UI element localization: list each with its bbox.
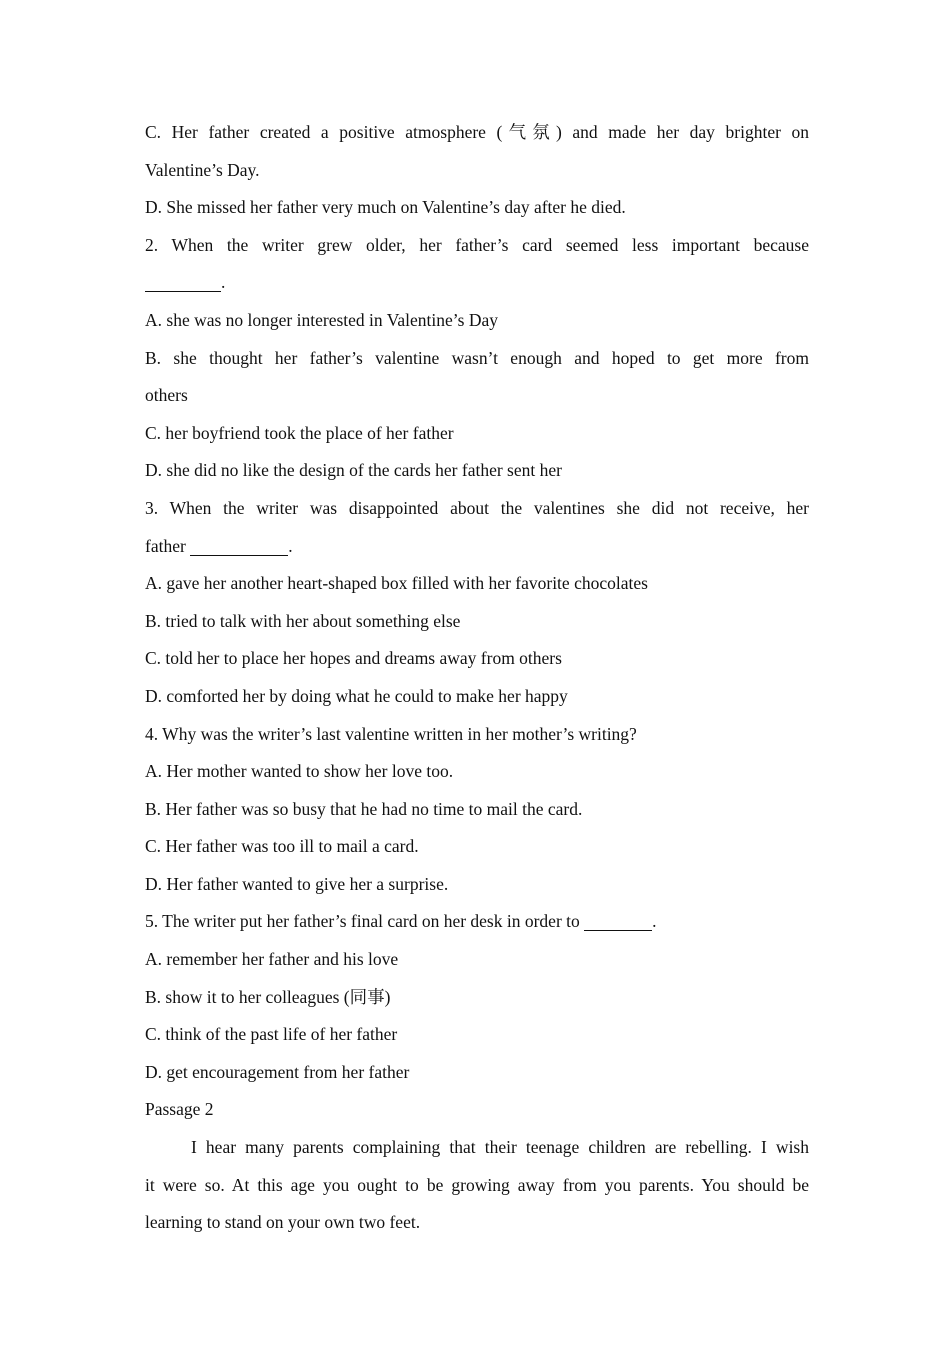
q2-stem-line2	[145, 264, 809, 302]
q4-option-b: B. Her father was so busy that he had no time to mail the card.	[145, 798, 583, 819]
q5-option-a: A. remember her father and his love	[145, 949, 399, 970]
q5-stem-end: .	[652, 911, 657, 932]
q4-stem: 4. Why was the writer’s last valentine written in her mother’s writing?	[145, 723, 637, 744]
q2-answer-blank	[145, 272, 221, 292]
passage-paragraph-line2: it were so. At this age you ought to be growing away from you parents. You should be	[145, 1174, 809, 1195]
q3-stem-end: .	[288, 535, 293, 556]
q1-option-d: D. She missed her father very much on Valentine’s day after he died.	[145, 197, 626, 218]
q5-answer-blank	[584, 911, 652, 931]
q2-stem-end: .	[221, 272, 226, 293]
q2-option-d: D. she did no like the design of the cards her father sent her	[145, 460, 562, 481]
q3-stem-line1: 3. When the writer was disappointed about the valentines she did not receive, her	[145, 497, 809, 518]
q4-option-c: C. Her father was too ill to mail a card.	[145, 836, 419, 857]
q5-option-d: D. get encouragement from her father	[145, 1061, 410, 1082]
q4-option-d: D. Her father wanted to give her a surprise.	[145, 873, 449, 894]
q2-option-b-line2: others	[145, 385, 188, 406]
q3-option-b: B. tried to talk with her about something else	[145, 610, 461, 631]
q3-stem-line2	[145, 528, 809, 566]
q5-option-c: C. think of the past life of her father	[145, 1024, 398, 1045]
q2-stem-line1: 2. When the writer grew older, her father’s card seemed less important because	[145, 234, 809, 255]
q1-option-c-line1: C. Her father created a positive atmosphere (气氛) and made her day brighter on	[145, 122, 809, 142]
document-page	[145, 114, 809, 1242]
q5-stem-start: 5. The writer put her father’s final card on her desk in order to	[145, 911, 585, 932]
q1-option-c-line2: Valentine’s Day.	[145, 159, 260, 180]
q3-option-d: D. comforted her by doing what he could to make her happy	[145, 685, 568, 706]
q5-stem	[145, 903, 809, 941]
q3-answer-blank	[190, 535, 288, 555]
q3-option-a: A. gave her another heart-shaped box filled with her favorite chocolates	[145, 573, 648, 594]
q2-option-c: C. her boyfriend took the place of her father	[145, 422, 454, 443]
q3-option-c: C. told her to place her hopes and dreams away from others	[145, 648, 562, 669]
q4-option-a: A. Her mother wanted to show her love too.	[145, 761, 454, 782]
q5-option-b: B. show it to her colleagues (同事)	[145, 986, 391, 1007]
q2-option-b-line1: B. she thought her father’s valentine wasn’t enough and hoped to get more from	[145, 347, 809, 368]
q2-option-a: A. she was no longer interested in Valentine’s Day	[145, 309, 498, 330]
passage-paragraph-line3: learning to stand on your own two feet.	[145, 1212, 421, 1233]
q3-stem-start: father	[145, 535, 191, 556]
passage-paragraph-line1: I hear many parents complaining that their teenage children are rebelling. I wish	[191, 1137, 809, 1158]
passage-heading: Passage 2	[145, 1099, 214, 1120]
